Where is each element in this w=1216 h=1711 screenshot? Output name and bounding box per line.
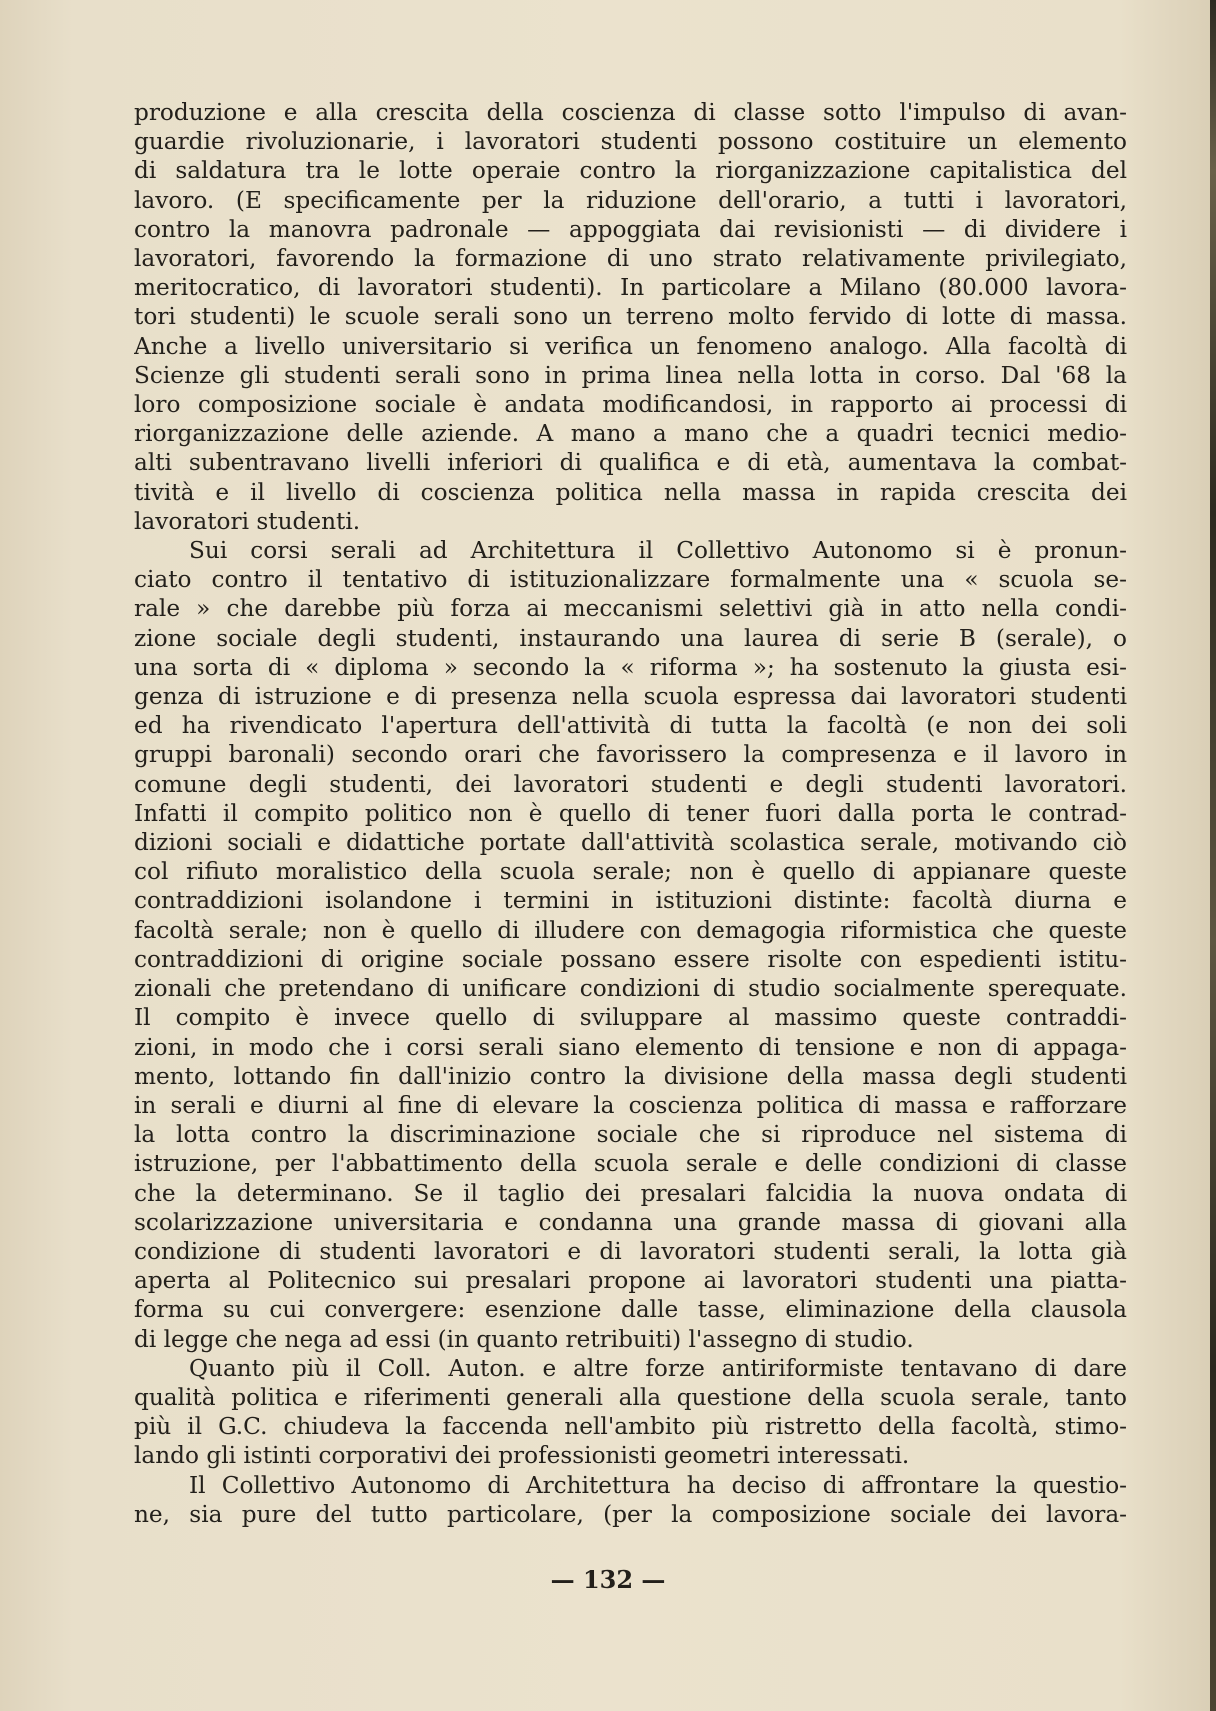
text-line: ed ha rivendicato l'apertura dell'attività di tutta la facoltà (e non dei soli (134, 712, 1127, 740)
text-line: mento, lottando fin dall'inizio contro la divisione della massa degli studenti (134, 1062, 1127, 1090)
text-line: genza di istruzione e di presenza nella scuola espressa dai lavoratori studenti (134, 683, 1127, 711)
text-line: produzione e alla crescita della coscienza di classe sotto l'impulso di avan- (134, 99, 1127, 126)
text-line: in serali e diurni al fine di elevare la coscienza politica di massa e rafforzare (134, 1091, 1127, 1119)
text-line: gruppi baronali) secondo orari che favorissero la compresenza e il lavoro in (134, 741, 1127, 769)
text-line: contraddizioni isolandone i termini in istituzioni distinte: facoltà diurna e (134, 887, 1127, 915)
text-line: zionali che pretendano di unificare condizioni di studio socialmente sperequate. (134, 975, 1127, 1003)
body-text (134, 98, 1127, 1529)
text-line: contraddizioni di origine sociale possano essere risolte con espedienti istitu- (134, 945, 1127, 973)
page-edge (1210, 0, 1216, 1711)
text-line: rale » che darebbe più forza ai meccanismi selettivi già in atto nella condi- (134, 595, 1127, 623)
text-line: Infatti il compito politico non è quello di tener fuori dalla porta le contrad- (134, 799, 1127, 827)
text-line: scolarizzazione universitaria e condanna una grande massa di giovani alla (134, 1208, 1127, 1236)
text-line: loro composizione sociale è andata modificandosi, in rapporto ai processi di (134, 391, 1127, 419)
text-line: col rifiuto moralistico della scuola serale; non è quello di appianare queste (134, 858, 1127, 886)
text-line: tività e il livello di coscienza politica nella massa in rapida crescita dei (134, 478, 1127, 506)
text-line: una sorta di « diploma » secondo la « riforma »; ha sostenuto la giusta esi- (134, 653, 1127, 681)
text-line: lavoratori studenti. (134, 507, 361, 535)
text-line: facoltà serale; non è quello di illudere con demagogia riformistica che queste (134, 916, 1127, 944)
text-line: lavoratori, favorendo la formazione di uno strato relativamente privilegiato, (134, 245, 1127, 273)
text-line: che la determinano. Se il taglio dei presalari falcidia la nuova ondata di (134, 1179, 1127, 1207)
text-line: più il G.C. chiudeva la faccenda nell'ambito più ristretto della facoltà, stimo- (134, 1413, 1127, 1441)
text-line: di legge che nega ad essi (in quanto retribuiti) l'assegno di studio. (134, 1325, 914, 1353)
text-line: Il compito è invece quello di sviluppare al massimo queste contraddi- (134, 1004, 1127, 1032)
text-line: tori studenti) le scuole serali sono un terreno molto fervido di lotte di massa. (134, 303, 1127, 331)
text-line: Anche a livello universitario si verifica un fenomeno analogo. Alla facoltà di (134, 332, 1127, 360)
text-line: forma su cui convergere: esenzione dalle tasse, eliminazione della clausola (134, 1296, 1127, 1324)
text-line: Quanto più il Coll. Auton. e altre forze antiriformiste tentavano di dare (189, 1354, 1127, 1382)
text-line: ciato contro il tentativo di istituzionalizzare formalmente una « scuola se- (134, 566, 1127, 594)
text-line: lando gli istinti corporativi dei professionisti geometri interessati. (134, 1442, 910, 1470)
text-line: la lotta contro la discriminazione sociale che si riproduce nel sistema di (134, 1121, 1127, 1149)
text-line: comune degli studenti, dei lavoratori studenti e degli studenti lavoratori. (134, 770, 1127, 798)
text-line: Scienze gli studenti serali sono in prima linea nella lotta in corso. Dal '68 la (134, 361, 1127, 389)
text-line: contro la manovra padronale — appoggiata dai revisionisti — di dividere i (134, 215, 1127, 243)
text-line: condizione di studenti lavoratori e di lavoratori studenti serali, la lotta già (134, 1237, 1127, 1265)
text-line: dizioni sociali e didattiche portate dall'attività scolastica serale, motivando ciò (134, 829, 1127, 857)
text-line: Sui corsi serali ad Architettura il Collettivo Autonomo si è pronun- (189, 537, 1127, 565)
text-line: zione sociale degli studenti, instaurando una laurea di serie B (serale), o (134, 624, 1127, 652)
text-line: di saldatura tra le lotte operaie contro la riorganizzazione capitalistica del (134, 157, 1127, 185)
text-line: aperta al Politecnico sui presalari propone ai lavoratori studenti una piatta- (134, 1267, 1127, 1295)
text-line: zioni, in modo che i corsi serali siano elemento di tensione e non di appaga- (134, 1033, 1127, 1061)
text-line: lavoro. (E specificamente per la riduzione dell'orario, a tutti i lavoratori, (134, 186, 1127, 214)
text-line: guardie rivoluzionarie, i lavoratori studenti possono costituire un elemento (134, 128, 1127, 156)
text-line: alti subentravano livelli inferiori di qualifica e di età, aumentava la combat- (134, 449, 1127, 477)
text-line: istruzione, per l'abbattimento della scuola serale e delle condizioni di classe (134, 1150, 1127, 1178)
text-line: qualità politica e riferimenti generali alla questione della scuola serale, tanto (134, 1383, 1127, 1411)
text-line: ne, sia pure del tutto particolare, (per la composizione sociale dei lavora- (134, 1500, 1127, 1528)
text-line: Il Collettivo Autonomo di Architettura ha deciso di affrontare la questio- (189, 1471, 1127, 1499)
text-line: meritocratico, di lavoratori studenti). In particolare a Milano (80.000 lavora- (134, 274, 1127, 302)
page-number: — 132 — (550, 1565, 666, 1594)
text-line: riorganizzazione delle aziende. A mano a mano che a quadri tecnici medio- (134, 420, 1127, 448)
